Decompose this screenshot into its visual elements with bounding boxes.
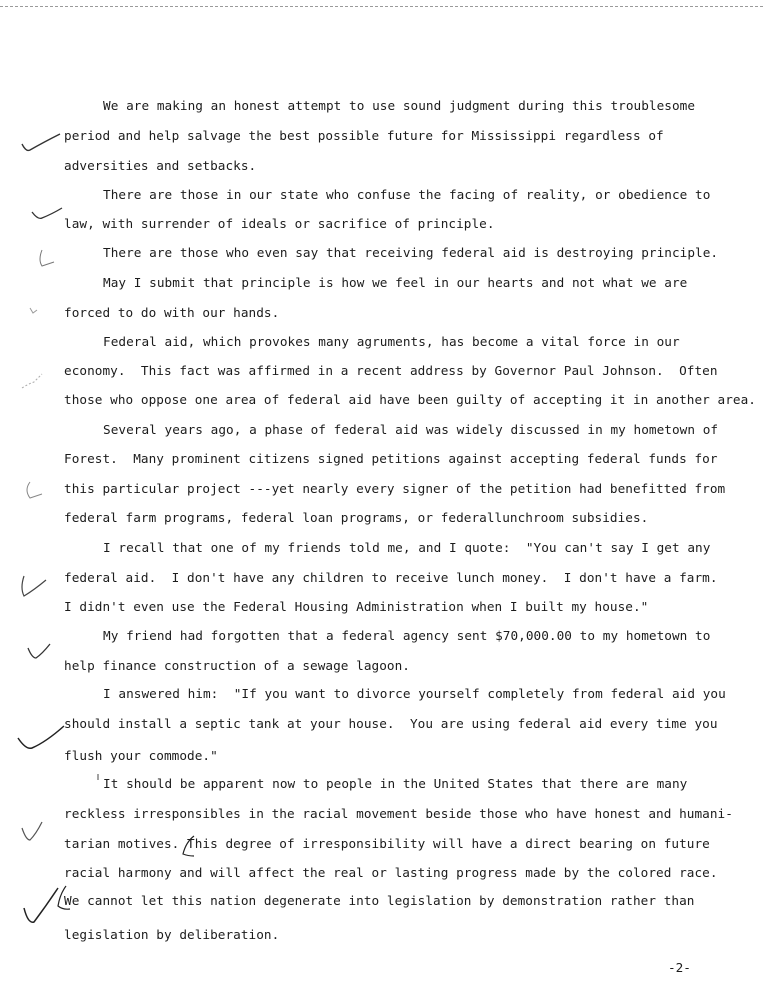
- text-line: help finance construction of a sewage lagoon.: [64, 658, 410, 673]
- text-line: flush your commode.": [64, 748, 218, 763]
- text-line: I didn't even use the Federal Housing Administration when I built my house.": [64, 599, 649, 614]
- text-line: this particular project ---yet nearly every signer of the petition had benefitted from: [64, 481, 726, 496]
- tick-mark-icon: [34, 246, 58, 272]
- check-mark-icon: [18, 818, 48, 846]
- bracket-mark-icon: [180, 834, 196, 858]
- text-line: period and help salvage the best possible future for Mississippi regardless of: [64, 128, 664, 143]
- text-line: It should be apparent now to people in the United States that there are many: [103, 776, 688, 791]
- text-line: should install a septic tank at your house. You are using federal aid every time you: [64, 716, 718, 731]
- text-line: My friend had forgotten that a federal agency sent $70,000.00 to my hometown to: [103, 628, 711, 643]
- text-line: We are making an honest attempt to use sound judgment during this troublesome: [103, 98, 696, 113]
- bracket-mark-icon: [54, 884, 72, 914]
- check-mark-icon: [14, 720, 70, 754]
- tick-mark-icon: [20, 478, 50, 504]
- page-number: -2-: [668, 960, 691, 975]
- tick-mark-icon: [18, 370, 48, 394]
- text-line: I answered him: "If you want to divorce yourself completely from federal aid you: [103, 686, 726, 701]
- text-line: legislation by deliberation.: [64, 927, 280, 942]
- text-line: federal aid. I don't have any children to receive lunch money. I don't have a farm.: [64, 570, 718, 585]
- text-line: Federal aid, which provokes many agruments, has become a vital force in our: [103, 334, 680, 349]
- text-line: There are those in our state who confuse the facing of reality, or obedience to: [103, 187, 711, 202]
- check-mark-icon: [28, 204, 68, 228]
- text-line: tarian motives. This degree of irresponsibility will have a direct bearing on future: [64, 836, 710, 851]
- check-mark-icon: [24, 640, 54, 666]
- text-line: economy. This fact was affirmed in a recent address by Governor Paul Johnson. Often: [64, 363, 718, 378]
- text-line: forced to do with our hands.: [64, 305, 280, 320]
- text-line: May I submit that principle is how we feel in our hearts and not what we are: [103, 275, 688, 290]
- top-edge-line: [0, 6, 763, 7]
- text-line: adversities and setbacks.: [64, 158, 257, 173]
- text-line: reckless irresponsibles in the racial movement beside those who have honest and humani-: [64, 806, 733, 821]
- text-line: We cannot let this nation degenerate into legislation by demonstration rather than: [64, 893, 695, 908]
- text-line: racial harmony and will affect the real or lasting progress made by the colored race.: [64, 865, 718, 880]
- tick-mark-icon: [24, 302, 42, 320]
- text-line: Several years ago, a phase of federal aid was widely discussed in my hometown of: [103, 422, 719, 437]
- text-line: Forest. Many prominent citizens signed petitions against accepting federal funds for: [64, 451, 718, 466]
- text-line: federal farm programs, federal loan programs, or federallunchroom subsidies.: [64, 510, 649, 525]
- check-mark-icon: [18, 130, 66, 160]
- text-line: I recall that one of my friends told me, and I quote: "You can't say I get any: [103, 540, 711, 555]
- text-line: those who oppose one area of federal aid have been guilty of accepting it in another area.: [64, 392, 756, 407]
- text-line: There are those who even say that receiving federal aid is destroying principle.: [103, 245, 719, 260]
- tick-mark-icon: [94, 772, 102, 782]
- text-line: law, with surrender of ideals or sacrifice of principle.: [64, 216, 495, 231]
- check-mark-icon: [16, 572, 52, 602]
